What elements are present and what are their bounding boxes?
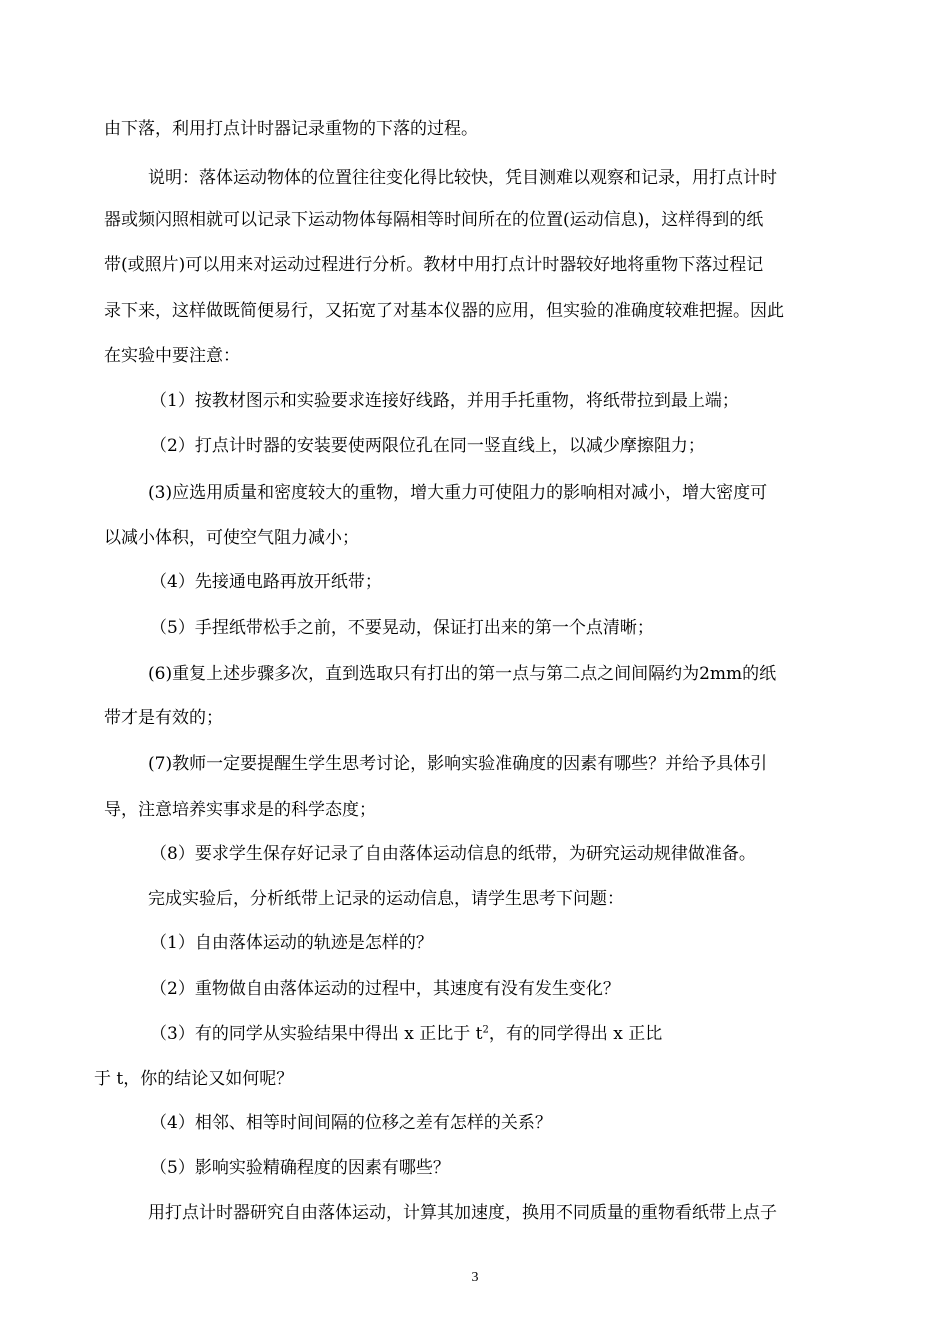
text-line-21-part-a: （3）有的同学从实验结果中得出 x 正比于 t: [150, 1024, 483, 1044]
text-line-24: （5）影响实验精确程度的因素有哪些？: [150, 1158, 450, 1178]
text-line-16: 导，注意培养实事求是的科学态度；: [104, 800, 376, 820]
text-line-7: （1）按教材图示和实验要求连接好线路，并用手托重物，将纸带拉到最上端；: [150, 391, 739, 411]
text-line-22: 于 t，你的结论又如何呢？: [94, 1069, 294, 1089]
text-line-3: 器或频闪照相就可以记录下运动物体每隔相等时间所在的位置(运动信息)，这样得到的纸: [104, 210, 764, 230]
text-line-17: （8）要求学生保存好记录了自由落体运动信息的纸带，为研究运动规律做准备。: [150, 844, 756, 864]
page-number: 3: [471, 1270, 479, 1285]
text-line-25: 用打点计时器研究自由落体运动，计算其加速度，换用不同质量的重物看纸带上点子: [148, 1203, 777, 1223]
text-line-12: （5）手捏纸带松手之前，不要晃动，保证打出来的第一个点清晰；: [150, 618, 654, 638]
text-line-19: （1）自由落体运动的轨迹是怎样的？: [150, 933, 433, 953]
text-line-13: (6)重复上述步骤多次，直到选取只有打出的第一点与第二点之间间隔约为2mm的纸: [148, 664, 777, 684]
superscript-exponent: 2: [482, 1024, 489, 1036]
text-line-14: 带才是有效的；: [104, 708, 223, 728]
text-line-2: 说明：落体运动物体的位置往往变化得比较快，凭目测难以观察和记录，用打点计时: [148, 168, 777, 188]
text-line-21-part-b: ，有的同学得出 x 正比: [488, 1024, 663, 1044]
text-line-5: 录下来，这样做既简便易行，又拓宽了对基本仪器的应用，但实验的准确度较难把握。因此: [104, 301, 784, 321]
text-line-20: （2）重物做自由落体运动的过程中，其速度有没有发生变化？: [150, 979, 620, 999]
text-line-6: 在实验中要注意：: [104, 346, 240, 366]
text-line-10: 以减小体积，可使空气阻力减小；: [104, 528, 359, 548]
text-line-21: [150, 1023, 662, 1045]
text-line-23: （4）相邻、相等时间间隔的位移之差有怎样的关系？: [150, 1113, 552, 1133]
text-line-11: （4）先接通电路再放开纸带；: [150, 572, 382, 592]
text-line-9: (3)应选用质量和密度较大的重物，增大重力可使阻力的影响相对减小，增大密度可: [148, 483, 768, 503]
text-line-8: （2）打点计时器的安装要使两限位孔在同一竖直线上，以减少摩擦阻力；: [150, 436, 705, 456]
text-line-4: 带(或照片)可以用来对运动过程进行分析。教材中用打点计时器较好地将重物下落过程记: [104, 255, 764, 275]
text-line-15: (7)教师一定要提醒生学生思考讨论，影响实验准确度的因素有哪些？并给予具体引: [148, 754, 768, 774]
text-line-18: 完成实验后，分析纸带上记录的运动信息，请学生思考下问题：: [148, 889, 624, 909]
text-line-1: 由下落，利用打点计时器记录重物的下落的过程。: [104, 119, 478, 139]
